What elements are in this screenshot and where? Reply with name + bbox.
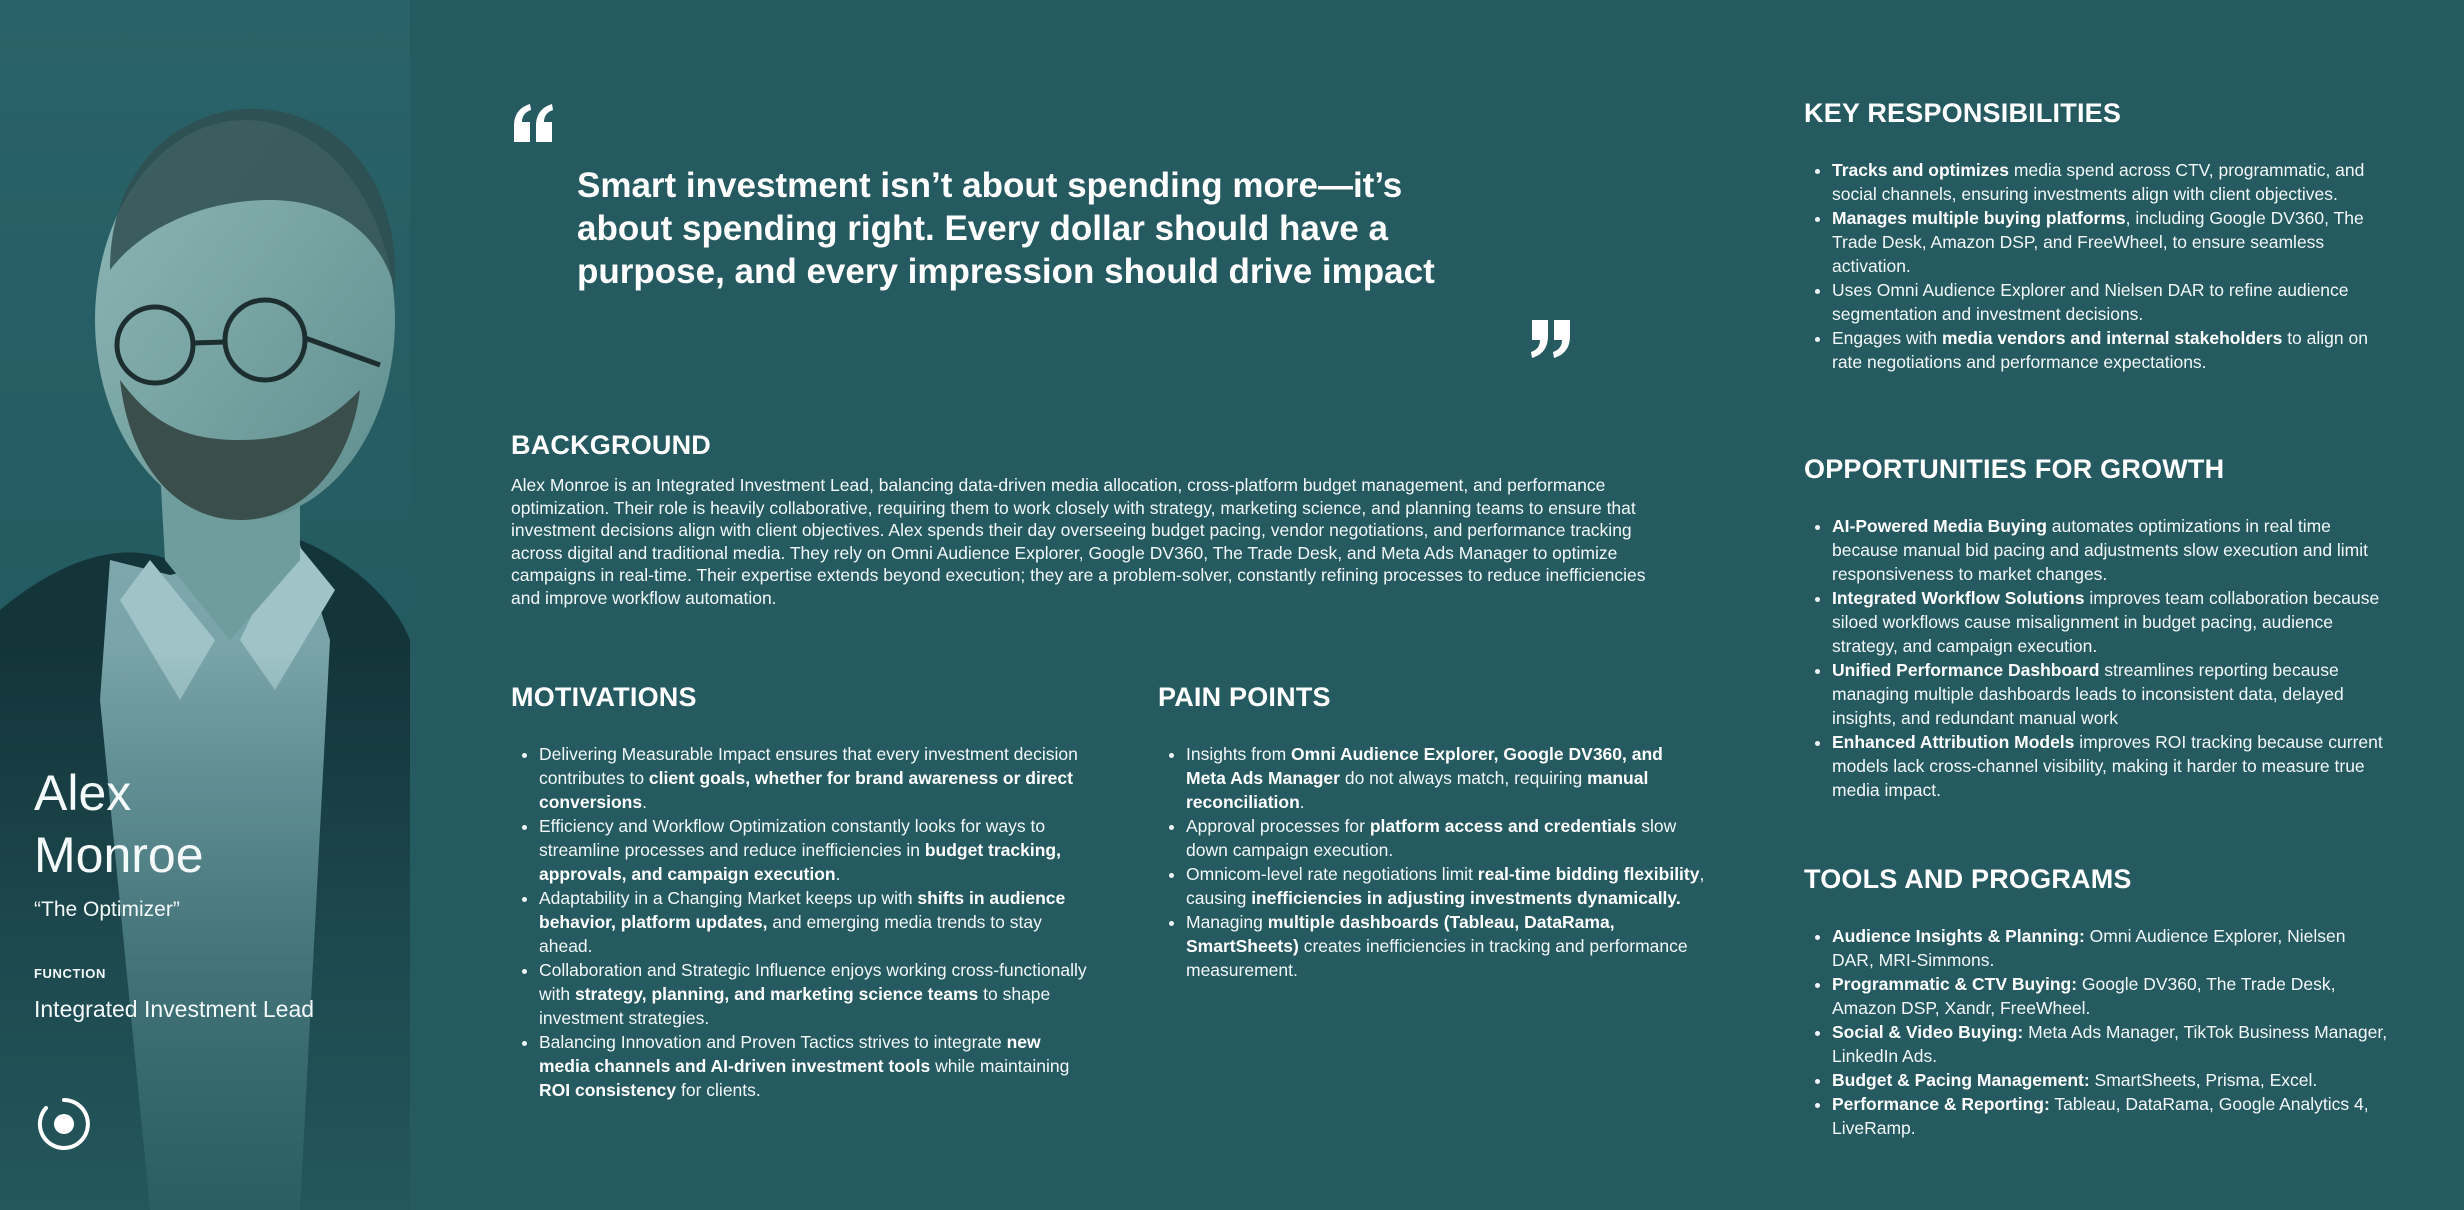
- function-value: Integrated Investment Lead: [34, 996, 315, 1022]
- list-item: • Programmatic & CTV Buying: Google DV360, The Trade Desk, Amazon DSP, Xandr, FreeWheel.: [1832, 972, 2392, 1020]
- responsibilities-list: [1804, 158, 2392, 374]
- list-item: • Efficiency and Workflow Optimization constantly looks for ways to streamline processes and reduce inefficiencies in budget tracking, approvals, and campaign execution.: [539, 814, 1094, 886]
- closing-quote-icon: [1530, 318, 1572, 358]
- list-item: • Managing multiple dashboards (Tableau, DataRama, SmartSheets) creates inefficiencies in tracking and performance measurement.: [1186, 910, 1706, 982]
- function-label: FUNCTION: [34, 966, 106, 981]
- pain-points-list: [1158, 742, 1706, 982]
- list-item: • Performance & Reporting: Tableau, DataRama, Google Analytics 4, LiveRamp.: [1832, 1092, 2392, 1140]
- persona-name: [34, 762, 394, 886]
- list-item: • Collaboration and Strategic Influence enjoys working cross-functionally with strategy, planning, and marketing science teams to shape investment strategies.: [539, 958, 1094, 1030]
- list-item: • Budget & Pacing Management: SmartSheets, Prisma, Excel.: [1832, 1068, 2392, 1092]
- motivations-heading: MOTIVATIONS: [511, 682, 697, 712]
- opening-quote-icon: [512, 104, 554, 144]
- list-item: • Engages with media vendors and internal stakeholders to align on rate negotiations and performance expectations.: [1832, 326, 2392, 374]
- list-item: • Uses Omni Audience Explorer and Nielsen DAR to refine audience segmentation and investment decisions.: [1832, 278, 2392, 326]
- list-item: • Unified Performance Dashboard streamlines reporting because managing multiple dashboards leads to inconsistent data, delayed insights, and redundant manual work: [1832, 658, 2392, 730]
- quote-text: Smart investment isn’t about spending more—it’s about spending right. Every dollar should have a purpose, and every impression should drive impact: [577, 166, 1435, 291]
- tools-heading: TOOLS AND PROGRAMS: [1804, 864, 2132, 894]
- persona-nickname: “The Optimizer”: [34, 898, 180, 921]
- list-item: • Social & Video Buying: Meta Ads Manager, TikTok Business Manager, LinkedIn Ads.: [1832, 1020, 2392, 1068]
- growth-heading: OPPORTUNITIES FOR GROWTH: [1804, 454, 2225, 484]
- list-item: • Tracks and optimizes media spend across CTV, programmatic, and social channels, ensuring investments align with client objectives.: [1832, 158, 2392, 206]
- list-item: • Manages multiple buying platforms, including Google DV360, The Trade Desk, Amazon DSP, and FreeWheel, to ensure seamless activation.: [1832, 206, 2392, 278]
- list-item: • Integrated Workflow Solutions improves team collaboration because siloed workflows cause misalignment in budget pacing, audience strategy, and campaign execution.: [1832, 586, 2392, 658]
- persona-last-name: Monroe: [34, 827, 204, 883]
- motivations-list: [511, 742, 1094, 1102]
- list-item: • Audience Insights & Planning: Omni Audience Explorer, Nielsen DAR, MRI-Simmons.: [1832, 924, 2392, 972]
- growth-list: [1804, 514, 2392, 802]
- background-text: Alex Monroe is an Integrated Investment Lead, balancing data-driven media allocation, cross-platform budget management, and performance optimization. Their role is heavily collaborative, requiring them to work closely with strategy, marketing science, and planning teams to ensure that investment decisions align with client objectives. Alex spends their day overseeing budget pacing, vendor negotiations, and performance tracking across digital and traditional media. They rely on Omni Audience Explorer, Google DV360, The Trade Desk, and Meta Ads Manager to optimize campaigns in real-time. Their expertise extends beyond execution; they are a problem-solver, constantly refining processes to reduce inefficiencies and improve workflow automation.: [511, 475, 1646, 608]
- list-item: • Omnicom-level rate negotiations limit real-time bidding flexibility, causing inefficiencies in adjusting investments dynamically.: [1186, 862, 1706, 910]
- persona-first-name: Alex: [34, 765, 132, 821]
- list-item: • Insights from Omni Audience Explorer, Google DV360, and Meta Ads Manager do not always match, requiring manual reconciliation.: [1186, 742, 1706, 814]
- tools-list: [1804, 924, 2392, 1140]
- background-heading: BACKGROUND: [511, 430, 711, 460]
- list-item: • Balancing Innovation and Proven Tactics strives to integrate new media channels and AI-driven investment tools while maintaining ROI consistency for clients.: [539, 1030, 1094, 1102]
- list-item: • AI-Powered Media Buying automates optimizations in real time because manual bid pacing and adjustments slow execution and limit responsiveness to market changes.: [1832, 514, 2392, 586]
- list-item: • Approval processes for platform access and credentials slow down campaign execution.: [1186, 814, 1706, 862]
- list-item: • Enhanced Attribution Models improves ROI tracking because current models lack cross-channel visibility, making it harder to measure true media impact.: [1832, 730, 2392, 802]
- persona-portrait: [0, 0, 410, 1210]
- photo-panel: [0, 0, 410, 1210]
- list-item: • Adaptability in a Changing Market keeps up with shifts in audience behavior, platform updates, and emerging media trends to stay ahead.: [539, 886, 1094, 958]
- circle-target-logo-icon: [36, 1096, 92, 1152]
- list-item: • Delivering Measurable Impact ensures that every investment decision contributes to client goals, whether for brand awareness or direct conversions.: [539, 742, 1094, 814]
- responsibilities-heading: KEY RESPONSIBILITIES: [1804, 98, 2122, 128]
- pain-points-heading: PAIN POINTS: [1158, 682, 1331, 712]
